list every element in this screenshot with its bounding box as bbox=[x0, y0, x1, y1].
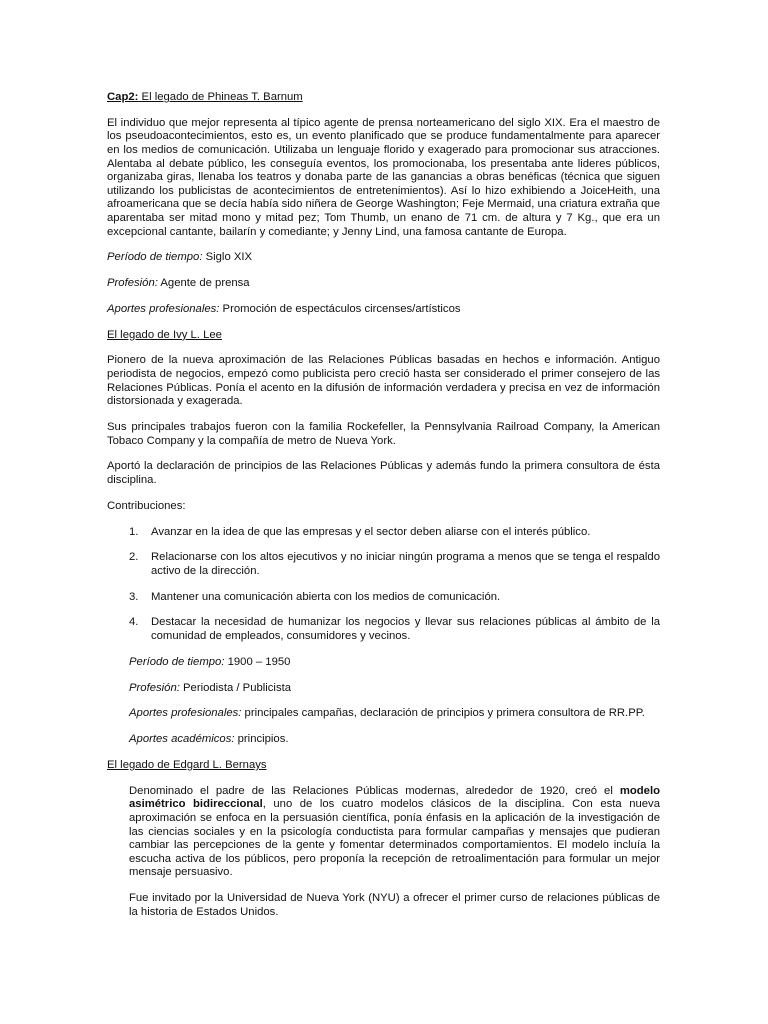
bernays-p1-pre: Denominado el padre de las Relaciones Públicas modernas, alrededor de 1920, creó el bbox=[129, 784, 620, 797]
list-item bbox=[107, 526, 660, 540]
profesion-value: Agente de prensa bbox=[157, 277, 250, 290]
list-text: Avanzar en la idea de que las empresas y el sector deben aliarse con el interés público. bbox=[151, 525, 591, 538]
barnum-aportes bbox=[107, 303, 660, 317]
lee-paragraph-1: Pionero de la nueva aproximación de las Relaciones Públicas basadas en hechos e información. Antiguo periodista de negocios, empezó como publicista pero creció hasta ser considerado el primer consejero de las Relaciones Públicas. Ponía el acento en la difusión de información verdadera y precisa en vez de información distorsionada y exagerada. bbox=[107, 354, 660, 408]
periodo-label: Período de tiempo: bbox=[107, 251, 203, 264]
barnum-periodo bbox=[107, 251, 660, 265]
list-text: Mantener una comunicación abierta con los medios de comunicación. bbox=[151, 590, 501, 603]
aportes-label: Aportes profesionales: bbox=[107, 302, 220, 315]
academicos-label: Aportes académicos: bbox=[129, 733, 235, 746]
bernays-model-name: modelo asimétrico bidireccional bbox=[129, 784, 660, 811]
contributions-list bbox=[107, 526, 660, 644]
lee-periodo bbox=[107, 656, 660, 670]
academicos-value: principios. bbox=[234, 733, 289, 746]
chapter-label: Cap2: bbox=[107, 91, 139, 103]
barnum-intro-paragraph: El individuo que mejor representa al típico agente de prensa norteamericano del siglo XIX. Era el maestro de los pseudoacontecimientos, esto es, un evento planificado que se produce fundamentalmente para aparecer en los medios de comunicación. Utilizaba un lenguaje florido y exagerado para promocionar sus atracciones. Alentaba al debate público, les conseguía eventos, los promocionaba, los presentaba ante lideres públicos, organizaba giras, llenaba los teatros y donaba parte de las ganancias a obras benéficas (técnica que siguen utilizando los publicistas de acontecimientos de entretenimientos). Así lo hizo exhibiendo a JoiceHeith, una afroamericana que se decía había sido niñera de George Washington; Feje Mermaid, una criatura extraña que aparentaba ser mitad mono y mitad pez; Tom Thumb, un enano de 71 cm. de altura y 7 Kg., que era un excepcional cantante, bailarín y comediante; y Jenny Lind, una famosa cantante de Europa. bbox=[107, 116, 660, 238]
list-number: 1. bbox=[129, 525, 139, 538]
list-text: Relacionarse con los altos ejecutivos y no iniciar ningún programa a menos que se tenga el respaldo activo de la dirección. bbox=[151, 551, 660, 577]
aportes-value: principales campañas, declaración de principios y primera consultora de RR.PP. bbox=[241, 707, 645, 720]
lee-paragraph-2: Sus principales trabajos fueron con la familia Rockefeller, la Pennsylvania Railroad Company, la American Tobaco Company y la compañía de metro de Nueva York. bbox=[107, 421, 660, 447]
lee-academicos bbox=[107, 733, 660, 747]
barnum-profesion bbox=[107, 277, 660, 291]
contributions-label: Contribuciones: bbox=[107, 499, 186, 512]
profesion-value: Periodista / Publicista bbox=[179, 681, 292, 694]
list-item bbox=[107, 551, 660, 578]
list-text: Destacar la necesidad de humanizar los negocios y llevar sus relaciones públicas al ámbito de la comunidad de empleados, consumidores y vecinos. bbox=[151, 616, 660, 643]
list-item bbox=[107, 591, 660, 605]
aportes-label: Aportes profesionales: bbox=[129, 707, 242, 720]
list-number: 4. bbox=[129, 616, 139, 629]
document-body bbox=[107, 91, 660, 931]
bernays-p1-post: , uno de los cuatro modelos clásicos de la disciplina. Con esta nueva aproximación se enfoca en la persuasión científica, ponía énfasis en la aplicación de la investigación de las ciencias sociales y en la psicología conductista para formular campañas y mensajes que pudieran cambiar las percepciones de la gente y fomentar determinados comportamientos. El modelo incluía la escucha activa de los públicos, pero proponía la recepción de retroalimentación para formular un mejor mensaje persuasivo. bbox=[129, 798, 660, 879]
bernays-paragraph-2: Fue invitado por la Universidad de Nueva York (NYU) a ofrecer el primer curso de relaciones públicas de la historia de Estados Unidos. bbox=[129, 892, 660, 918]
lee-profesion bbox=[107, 682, 660, 696]
section-title-lee: El legado de Ivy L. Lee bbox=[107, 328, 222, 341]
profesion-label: Profesión: bbox=[129, 681, 180, 694]
periodo-value: 1900 – 1950 bbox=[224, 655, 291, 668]
list-number: 2. bbox=[129, 551, 139, 564]
aportes-value: Promoción de espectáculos circenses/artísticos bbox=[219, 302, 461, 315]
list-number: 3. bbox=[129, 590, 139, 603]
periodo-label: Período de tiempo: bbox=[129, 655, 225, 668]
section-title-barnum: El legado de Phineas T. Barnum bbox=[138, 91, 303, 103]
list-item bbox=[107, 616, 660, 643]
profesion-label: Profesión: bbox=[107, 277, 158, 290]
lee-paragraph-3: Aportó la declaración de principios de las Relaciones Públicas y además fundo la primera consultora de ésta disciplina. bbox=[107, 460, 660, 486]
lee-aportes bbox=[107, 707, 660, 721]
section-title-bernays: El legado de Edgard L. Bernays bbox=[107, 758, 267, 771]
section-heading-barnum bbox=[107, 91, 660, 105]
bernays-paragraph-1 bbox=[107, 785, 660, 880]
periodo-value: Siglo XIX bbox=[202, 251, 253, 264]
